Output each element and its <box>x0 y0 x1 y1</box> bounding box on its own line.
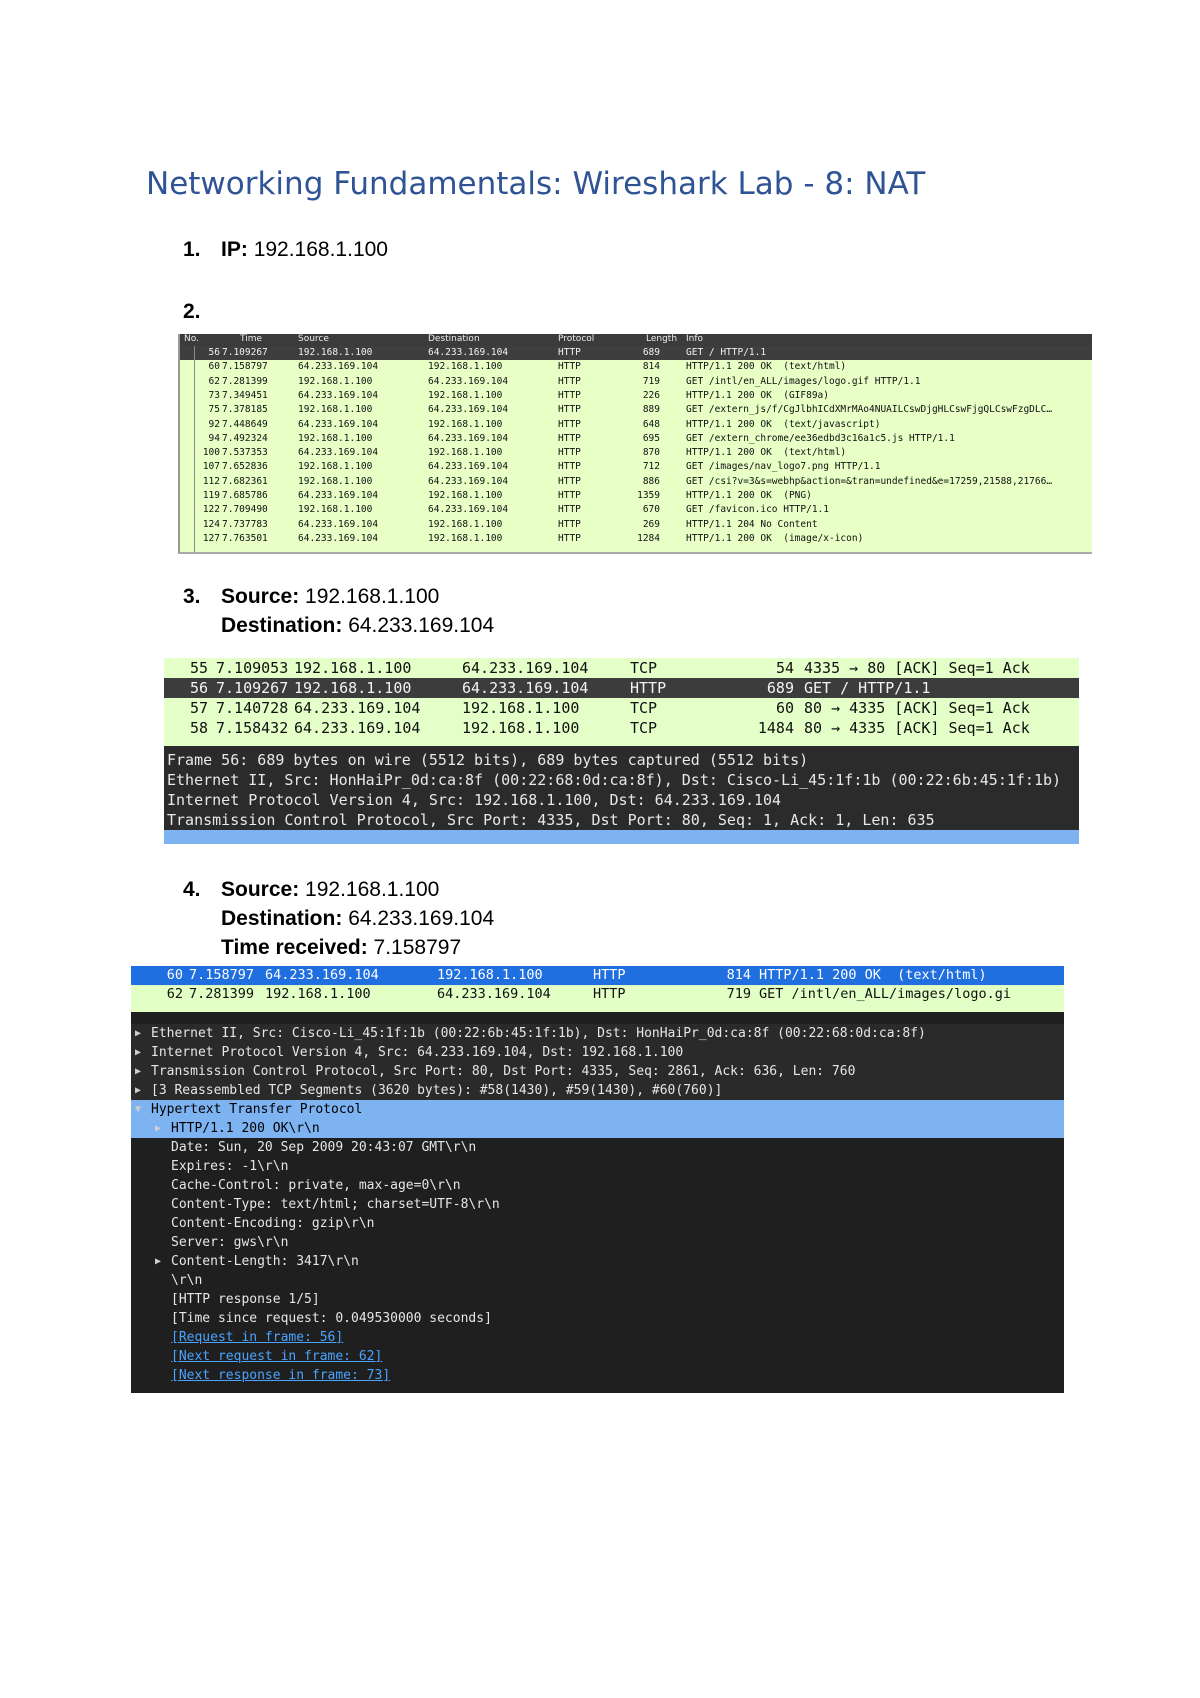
frame-link[interactable]: [Request in frame: 56] <box>171 1330 344 1345</box>
packet-detail-line[interactable] <box>131 1214 1064 1233</box>
source-label: Source: <box>221 585 300 608</box>
packet-detail-line[interactable] <box>131 1309 1064 1328</box>
cell-protocol: HTTP <box>558 375 581 387</box>
packet-detail-line[interactable] <box>131 1366 1064 1385</box>
cell-protocol: HTTP <box>593 967 626 983</box>
cell-no: 127 <box>202 532 220 544</box>
packet-detail-line[interactable] <box>131 1195 1064 1214</box>
cell-destination: 64.233.169.104 <box>428 461 509 473</box>
packet-detail-line-partial[interactable] <box>164 830 1079 844</box>
cell-info: GET /extern_js/f/CgJlbhICdXMrMAo4NUAILCswDjgHLCswFjgQLCswFzgDLC… <box>686 404 1053 416</box>
cell-source: 192.168.1.100 <box>298 475 373 487</box>
packet-detail-line[interactable] <box>131 1233 1064 1252</box>
collapsed-arrow-icon[interactable]: ▶ <box>135 1066 142 1077</box>
expanded-arrow-icon[interactable]: ▼ <box>135 1104 142 1115</box>
cell-time: 7.158797 <box>222 361 268 373</box>
detail-text: [HTTP response 1/5] <box>171 1292 320 1307</box>
cell-length: 1359 <box>637 490 660 501</box>
cell-protocol: HTTP <box>558 504 581 516</box>
cell-protocol: TCP <box>630 699 658 717</box>
cell-source: 64.233.169.104 <box>298 447 379 459</box>
cell-destination: 192.168.1.100 <box>428 447 503 459</box>
ip-label: IP: <box>221 238 248 261</box>
packet-row[interactable] <box>180 446 1092 460</box>
cell-info: GET /intl/en_ALL/images/logo.gi <box>759 986 1011 1002</box>
cell-source: 192.168.1.100 <box>298 347 373 358</box>
packet-row[interactable] <box>164 698 1079 718</box>
cell-no: 60 <box>166 967 183 983</box>
cell-length: 814 <box>726 967 751 983</box>
cell-time: 7.737783 <box>222 518 268 530</box>
cell-length: 670 <box>642 504 660 516</box>
cell-no: 56 <box>208 347 220 358</box>
packet-row[interactable] <box>180 432 1092 446</box>
cell-destination: 192.168.1.100 <box>428 532 503 544</box>
cell-time: 7.492324 <box>222 432 268 444</box>
collapsed-arrow-icon[interactable]: ▶ <box>135 1085 142 1096</box>
frame-link[interactable]: [Next response in frame: 73] <box>171 1368 391 1383</box>
cell-time: 7.158432 <box>216 719 289 737</box>
http-packet-list-screenshot <box>178 334 1092 554</box>
cell-no: 57 <box>189 699 208 717</box>
detail-text: Transmission Control Protocol, Src Port: 80, Dst Port: 4335, Seq: 2861, Ack: 636, Len: 760 <box>151 1064 856 1079</box>
packet-detail-line[interactable] <box>131 1328 1064 1347</box>
packet-row[interactable] <box>164 658 1079 678</box>
cell-info: GET /favicon.ico HTTP/1.1 <box>686 504 829 516</box>
detail-text: HTTP/1.1 200 OK\r\n <box>171 1121 320 1136</box>
cell-source: 64.233.169.104 <box>298 389 379 401</box>
cell-length: 719 <box>642 375 660 387</box>
cell-no: 119 <box>202 490 220 501</box>
time-received-value: 7.158797 <box>373 936 462 959</box>
cell-source: 192.168.1.100 <box>298 432 373 444</box>
cell-time: 7.109053 <box>216 659 289 677</box>
cell-source: 192.168.1.100 <box>298 504 373 516</box>
cell-protocol: HTTP <box>558 432 581 444</box>
cell-time: 7.109267 <box>222 347 268 358</box>
cell-info: HTTP/1.1 200 OK (text/javascript) <box>686 418 881 430</box>
cell-protocol: HTTP <box>593 986 626 1002</box>
col-header-length: Length <box>646 334 678 344</box>
cell-no: 62 <box>208 375 220 387</box>
detail-text: Content-Length: 3417\r\n <box>171 1254 359 1269</box>
cell-source: 64.233.169.104 <box>298 490 379 501</box>
cell-length: 814 <box>642 361 660 373</box>
col-header-destination: Destination <box>428 334 480 344</box>
cell-length: 648 <box>642 418 660 430</box>
packet-row[interactable] <box>180 346 1092 360</box>
packet-row[interactable] <box>180 475 1092 489</box>
packet-detail-line[interactable] <box>131 1290 1064 1309</box>
collapsed-arrow-icon[interactable]: ▶ <box>135 1028 142 1039</box>
cell-time: 7.378185 <box>222 404 268 416</box>
detail-text: Content-Type: text/html; charset=UTF-8\r\n <box>171 1197 500 1212</box>
cell-info: GET /images/nav_logo7.png HTTP/1.1 <box>686 461 881 473</box>
cell-info: HTTP/1.1 200 OK (image/x-icon) <box>686 532 864 544</box>
detail-text: Internet Protocol Version 4, Src: 64.233.169.104, Dst: 192.168.1.100 <box>151 1045 684 1060</box>
source-value: 192.168.1.100 <box>305 585 440 608</box>
source-value: 192.168.1.100 <box>305 878 440 901</box>
packet-row[interactable] <box>131 985 1064 1004</box>
packet-detail-line[interactable]: Transmission Control Protocol, Src Port: 4335, Dst Port: 80, Seq: 1, Ack: 1, Len: 635 <box>167 811 935 829</box>
packet-row[interactable] <box>131 966 1064 985</box>
cell-info: HTTP/1.1 204 No Content <box>686 518 818 530</box>
question-number: 4. <box>183 878 201 901</box>
cell-length: 870 <box>642 447 660 459</box>
cell-protocol: HTTP <box>558 361 581 373</box>
packet-row[interactable] <box>180 360 1092 374</box>
packet-list-header <box>180 334 1092 346</box>
cell-info: GET / HTTP/1.1 <box>686 347 767 358</box>
cell-protocol: HTTP <box>558 518 581 530</box>
cell-destination: 192.168.1.100 <box>428 490 503 501</box>
cell-length: 689 <box>642 347 660 358</box>
cell-info: 80 → 4335 [ACK] Seq=1 Ack <box>804 699 1030 717</box>
packet-detail-line[interactable]: Frame 56: 689 bytes on wire (5512 bits), 689 bytes captured (5512 bits) <box>167 751 809 769</box>
packet-detail-line[interactable] <box>131 1119 1064 1138</box>
cell-time: 7.709490 <box>222 504 268 516</box>
packet-list-gutter <box>180 346 195 552</box>
frame-link[interactable]: [Next request in frame: 62] <box>171 1349 383 1364</box>
cell-destination: 64.233.169.104 <box>428 347 509 358</box>
cell-no: 112 <box>202 475 220 487</box>
cell-length: 226 <box>642 389 660 401</box>
destination-label: Destination: <box>221 907 343 930</box>
cell-protocol: HTTP <box>558 475 581 487</box>
cell-source: 64.233.169.104 <box>298 532 379 544</box>
cell-source: 64.233.169.104 <box>298 361 379 373</box>
packet-row[interactable] <box>180 418 1092 432</box>
cell-length: 689 <box>766 679 794 697</box>
col-header-source: Source <box>298 334 329 344</box>
cell-length: 695 <box>642 432 660 444</box>
cell-no: 92 <box>208 418 220 430</box>
cell-length: 54 <box>775 659 794 677</box>
cell-no: 60 <box>208 361 220 373</box>
cell-no: 56 <box>189 679 208 697</box>
packet-row[interactable] <box>180 403 1092 417</box>
packet-row-partial[interactable] <box>164 738 1079 746</box>
packet-detail-line[interactable] <box>131 1100 1064 1119</box>
cell-protocol: HTTP <box>630 679 667 697</box>
detail-text: \r\n <box>171 1273 203 1288</box>
packet-detail-line[interactable] <box>131 1157 1064 1176</box>
packet-detail-line[interactable] <box>131 1138 1064 1157</box>
packet-detail-line[interactable] <box>131 1347 1064 1366</box>
packet-detail-line[interactable]: Internet Protocol Version 4, Src: 192.168.1.100, Dst: 64.233.169.104 <box>167 791 782 809</box>
cell-destination: 64.233.169.104 <box>428 375 509 387</box>
detail-text: Expires: -1\r\n <box>171 1159 289 1174</box>
destination-value: 64.233.169.104 <box>348 614 495 637</box>
cell-source: 192.168.1.100 <box>298 375 373 387</box>
cell-source: 64.233.169.104 <box>294 699 421 717</box>
cell-info: HTTP/1.1 200 OK (text/html) <box>759 967 987 983</box>
packet-detail-line[interactable] <box>131 1176 1064 1195</box>
packet-row[interactable] <box>180 375 1092 389</box>
cell-info: HTTP/1.1 200 OK (GIF89a) <box>686 389 829 401</box>
cell-source: 64.233.169.104 <box>294 719 421 737</box>
page-title: Networking Fundamentals: Wireshark Lab - 8: NAT <box>146 166 926 202</box>
cell-length: 60 <box>775 699 794 717</box>
cell-time: 7.537353 <box>222 447 268 459</box>
cell-source: 192.168.1.100 <box>294 679 412 697</box>
cell-info: 4335 → 80 [ACK] Seq=1 Ack <box>804 659 1030 677</box>
packet-detail-line[interactable] <box>131 1252 1064 1271</box>
packet-detail-line[interactable] <box>131 1024 1064 1043</box>
cell-protocol: HTTP <box>558 490 581 501</box>
cell-destination: 64.233.169.104 <box>462 679 589 697</box>
cell-no: 100 <box>202 447 220 459</box>
cell-time: 7.763501 <box>222 532 268 544</box>
packet-row[interactable] <box>180 460 1092 474</box>
cell-source: 64.233.169.104 <box>298 418 379 430</box>
cell-info: GET /csi?v=3&s=webhp&action=&tran=undefined&e=17259,21588,21766… <box>686 475 1053 487</box>
question-number: 1. <box>183 238 201 261</box>
cell-source: 192.168.1.100 <box>298 461 373 473</box>
packet-row[interactable] <box>180 503 1092 517</box>
cell-source: 192.168.1.100 <box>265 986 371 1002</box>
packet-row-partial[interactable] <box>131 1004 1064 1012</box>
cell-source: 192.168.1.100 <box>294 659 412 677</box>
cell-time: 7.682361 <box>222 475 268 487</box>
cell-protocol: HTTP <box>558 447 581 459</box>
cell-no: 107 <box>202 461 220 473</box>
cell-protocol: TCP <box>630 659 658 677</box>
cell-length: 1484 <box>757 719 794 737</box>
cell-protocol: TCP <box>630 719 658 737</box>
cell-no: 124 <box>202 518 220 530</box>
cell-length: 1284 <box>637 532 660 544</box>
cell-time: 7.281399 <box>222 375 268 387</box>
cell-info: GET /intl/en_ALL/images/logo.gif HTTP/1.1 <box>686 375 921 387</box>
cell-no: 55 <box>189 659 208 677</box>
detail-text: Date: Sun, 20 Sep 2009 20:43:07 GMT\r\n <box>171 1140 477 1155</box>
cell-no: 94 <box>208 432 220 444</box>
cell-time: 7.281399 <box>189 986 255 1002</box>
cell-no: 62 <box>166 986 183 1002</box>
col-header-no: No. <box>184 334 199 344</box>
cell-destination: 192.168.1.100 <box>437 967 543 983</box>
detail-text: Cache-Control: private, max-age=0\r\n <box>171 1178 461 1193</box>
cell-length: 269 <box>642 518 660 530</box>
packet-detail-line[interactable] <box>131 1081 1064 1100</box>
cell-time: 7.158797 <box>189 967 255 983</box>
http-response-detail-screenshot <box>131 966 1064 1393</box>
source-label: Source: <box>221 878 300 901</box>
cell-protocol: HTTP <box>558 461 581 473</box>
packet-row[interactable] <box>180 489 1092 503</box>
time-received-label: Time received: <box>221 936 368 959</box>
cell-destination: 64.233.169.104 <box>428 432 509 444</box>
packet-row[interactable] <box>180 532 1092 546</box>
col-header-info: Info <box>686 334 704 344</box>
packet-detail-line[interactable] <box>131 1271 1064 1290</box>
cell-destination: 64.233.169.104 <box>437 986 551 1002</box>
cell-length: 712 <box>642 461 660 473</box>
collapsed-arrow-icon[interactable]: ▶ <box>155 1256 162 1267</box>
cell-destination: 64.233.169.104 <box>428 404 509 416</box>
col-header-time: Time <box>240 334 263 344</box>
packet-detail-line[interactable] <box>131 1062 1064 1081</box>
cell-time: 7.448649 <box>222 418 268 430</box>
collapsed-arrow-icon[interactable]: ▶ <box>155 1123 162 1134</box>
cell-no: 75 <box>208 404 220 416</box>
cell-time: 7.652836 <box>222 461 268 473</box>
question-number: 2. <box>183 300 201 323</box>
cell-no: 122 <box>202 504 220 516</box>
question-number: 3. <box>183 585 201 608</box>
cell-source: 64.233.169.104 <box>265 967 379 983</box>
packet-detail-line[interactable] <box>131 1043 1064 1062</box>
cell-length: 889 <box>642 404 660 416</box>
packet-detail-line[interactable]: Ethernet II, Src: HonHaiPr_0d:ca:8f (00:22:68:0d:ca:8f), Dst: Cisco-Li_45:1f:1b (00:22:6b:45:1f:1b) <box>167 771 1062 789</box>
cell-time: 7.349451 <box>222 389 268 401</box>
destination-label: Destination: <box>221 614 343 637</box>
cell-destination: 192.168.1.100 <box>462 699 580 717</box>
cell-no: 73 <box>208 389 220 401</box>
cell-destination: 64.233.169.104 <box>428 504 509 516</box>
cell-time: 7.109267 <box>216 679 289 697</box>
cell-protocol: HTTP <box>558 389 581 401</box>
cell-info: HTTP/1.1 200 OK (text/html) <box>686 361 847 373</box>
cell-destination: 192.168.1.100 <box>428 518 503 530</box>
cell-time: 7.140728 <box>216 699 289 717</box>
collapsed-arrow-icon[interactable]: ▶ <box>135 1047 142 1058</box>
cell-source: 64.233.169.104 <box>298 518 379 530</box>
packet-row[interactable] <box>164 718 1079 738</box>
cell-info: HTTP/1.1 200 OK (text/html) <box>686 447 847 459</box>
packet-row[interactable] <box>180 518 1092 532</box>
packet-row[interactable] <box>180 389 1092 403</box>
cell-destination: 192.168.1.100 <box>428 361 503 373</box>
tcp-packet-detail-screenshot <box>164 658 1079 844</box>
cell-destination: 192.168.1.100 <box>462 719 580 737</box>
cell-destination: 192.168.1.100 <box>428 389 503 401</box>
detail-text: Hypertext Transfer Protocol <box>151 1102 363 1117</box>
cell-destination: 192.168.1.100 <box>428 418 503 430</box>
cell-info: 80 → 4335 [ACK] Seq=1 Ack <box>804 719 1030 737</box>
col-header-protocol: Protocol <box>558 334 595 344</box>
cell-info: HTTP/1.1 200 OK (PNG) <box>686 490 812 501</box>
cell-destination: 64.233.169.104 <box>428 475 509 487</box>
cell-length: 886 <box>642 475 660 487</box>
ip-value: 192.168.1.100 <box>253 238 388 261</box>
packet-row[interactable] <box>164 678 1079 698</box>
detail-text: Ethernet II, Src: Cisco-Li_45:1f:1b (00:22:6b:45:1f:1b), Dst: HonHaiPr_0d:ca:8f (00:22:68:0d:ca:8f) <box>151 1026 926 1041</box>
cell-destination: 64.233.169.104 <box>462 659 589 677</box>
cell-protocol: HTTP <box>558 532 581 544</box>
detail-text: [3 Reassembled TCP Segments (3620 bytes): #58(1430), #59(1430), #60(760)] <box>151 1083 723 1098</box>
detail-text: Content-Encoding: gzip\r\n <box>171 1216 375 1231</box>
cell-info: GET / HTTP/1.1 <box>804 679 931 697</box>
cell-protocol: HTTP <box>558 418 581 430</box>
destination-value: 64.233.169.104 <box>348 907 495 930</box>
cell-protocol: HTTP <box>558 404 581 416</box>
cell-length: 719 <box>726 986 751 1002</box>
detail-text: [Time since request: 0.049530000 seconds] <box>171 1311 492 1326</box>
detail-text: Server: gws\r\n <box>171 1235 289 1250</box>
cell-protocol: HTTP <box>558 347 581 358</box>
cell-source: 192.168.1.100 <box>298 404 373 416</box>
cell-time: 7.685786 <box>222 490 268 501</box>
cell-info: GET /extern_chrome/ee36edbd3c16a1c5.js HTTP/1.1 <box>686 432 955 444</box>
cell-no: 58 <box>189 719 208 737</box>
